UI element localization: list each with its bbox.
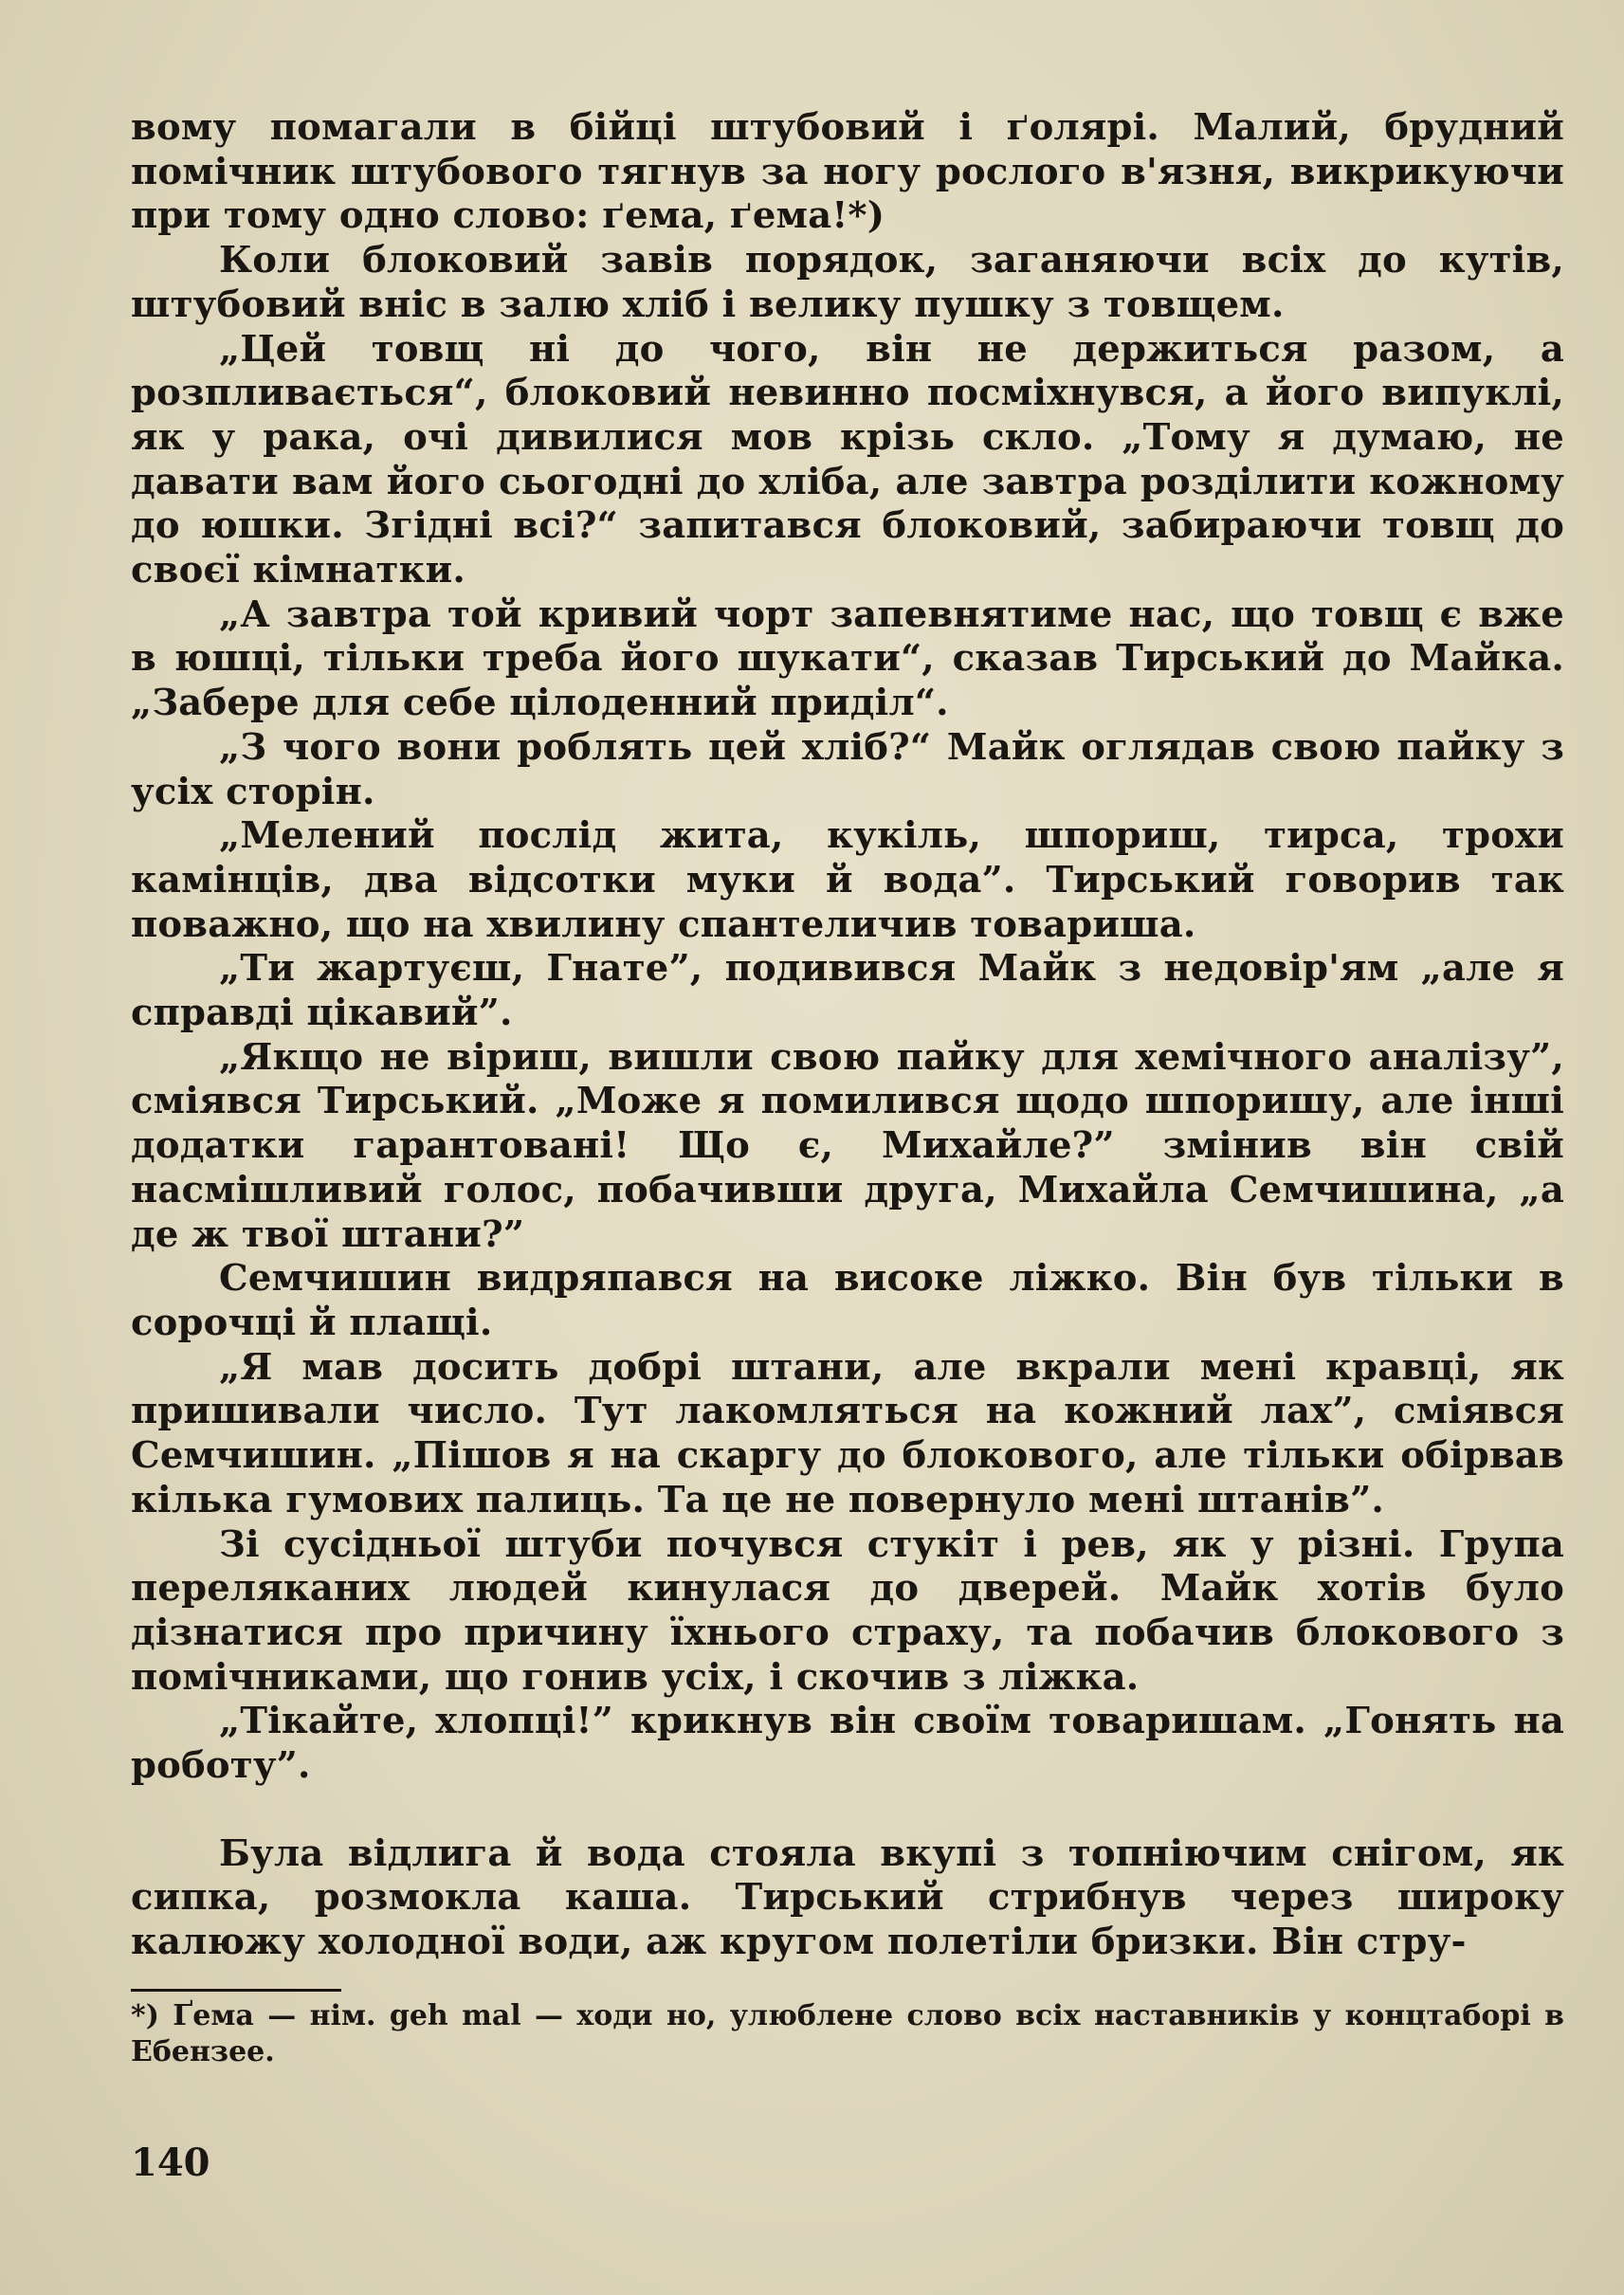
paragraph: Зі сусідньої штуби почувся стукіт і рев, як у різні. Група переляканих людей кинулася до дверей. Майк хотів було дізнатися про причину їхнього страху, та побачив блокового з помічниками, що гонив усіх, і скочив з ліжка. <box>131 1522 1564 1699</box>
paragraph: Семчишин видряпався на високе ліжко. Він був тільки в сорочці й плащі. <box>131 1257 1564 1344</box>
paragraph: Коли блоковий завів порядок, заганяючи всіх до кутів, штубовий вніс в залю хліб і велику пушку з товщем. <box>131 239 1564 326</box>
footnote-divider <box>131 1989 341 1992</box>
paragraph: вому помагали в бійці штубовий і ґолярі. Малий, брудний помічник штубового тягнув за ногу рослого в'язня, викрикуючи при тому одно слово: ґема, ґема!*) <box>131 106 1564 238</box>
paragraph: „А завтра той кривий чорт запевнятиме нас, що товщ є вже в юшці, тільки треба його шукати“, сказав Тирський до Майка. „Забере для себе цілоденний приділ“. <box>131 592 1564 725</box>
paragraph: „Якщо не віриш, вишли свою пайку для хемічного аналізу”, сміявся Тирський. „Може я помилився щодо шпоришу, але інші додатки гарантовані! Що є, Михайле?” змінив він свій насмішливий голос, побачивши друга, Михайла Семчишина, „а де ж твої штани?” <box>131 1035 1564 1256</box>
page-number: 140 <box>131 2140 210 2185</box>
paragraph: „Тікайте, хлопці!” крикнув він своїм товаришам. „Гонять на роботу”. <box>131 1700 1564 1788</box>
footnote: *) Ґема — нім. geh mal — ходи но, улюблене слово всіх наставників у концтаборі в Ебензее. <box>131 1999 1564 2068</box>
paragraph: „Я мав досить добрі штани, але вкрали мені кравці, як пришивали число. Тут лакомляться на кожний лах”, сміявся Семчишин. „Пішов я на скаргу до блокового, але тільки обірвав кілька гумових палиць. Та це не повернуло мені штанів”. <box>131 1345 1564 1521</box>
paragraph: „З чого вони роблять цей хліб?“ Майк оглядав свою пайку з усіх сторін. <box>131 725 1564 813</box>
paragraph: „Мелений послід жита, кукіль, шпориш, тирса, трохи камінців, два відсотки муки й вода”. Тирський говорив так поважно, що на хвилину спантеличив товариша. <box>131 814 1564 946</box>
paragraph: „Цей товщ ні до чого, він не держиться разом, а розпливається“, блоковий невинно посміхнувся, а його випуклі, як у рака, очі дивилися мов крізь скло. „Тому я думаю, не давати вам його сьогодні до хліба, але завтра розділити кожному до юшки. Згідні всі?“ запитався блоковий, забираючи товщ до своєї кімнатки. <box>131 327 1564 592</box>
main-text <box>131 106 1564 1965</box>
section-break <box>131 1789 1564 1832</box>
paragraph: Була відлига й вода стояла вкупі з топніючим снігом, як сипка, розмокла каша. Тирський стрибнув через широку калюжу холодної води, аж кругом полетіли бризки. Він стру- <box>131 1831 1564 1964</box>
paragraph: „Ти жартуєш, Гнате”, подивився Майк з недовір'ям „але я справді цікавий”. <box>131 947 1564 1035</box>
